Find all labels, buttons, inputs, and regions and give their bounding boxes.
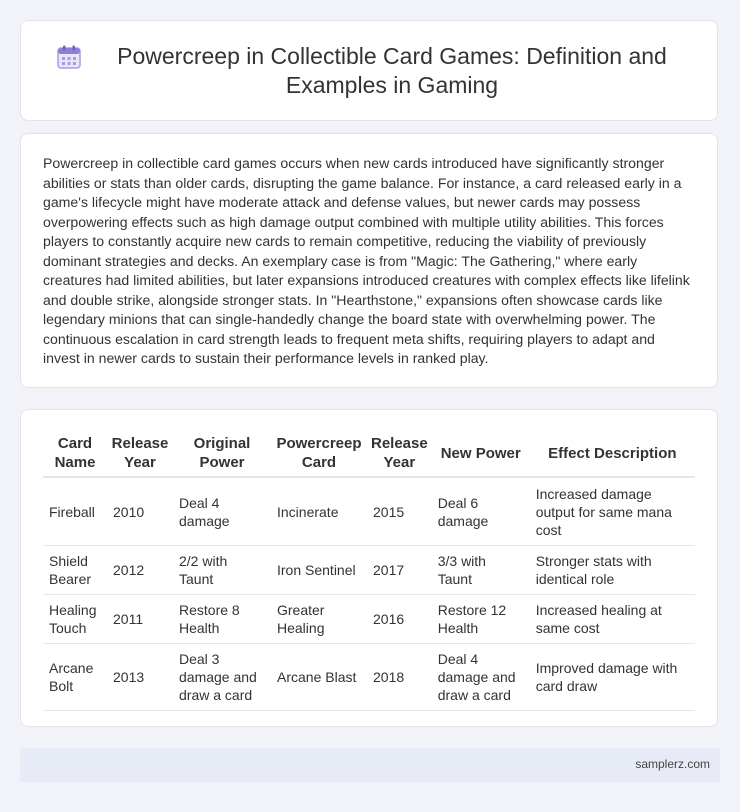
cell: 2018 <box>367 644 432 711</box>
cell: 2012 <box>107 546 173 595</box>
col-release-year-2: Release Year <box>367 430 432 478</box>
col-powercreep-card: Powercreep Card <box>271 430 367 478</box>
article-paragraph: Powercreep in collectible card games occurs when new cards introduced have significantly stronger abilities or stats than older cards, disrupting the game balance. For instance, a card released early in a game's lifecycle might have moderate attack and defense values, but newer cards may possess overpowering effects such as high damage output combined with multiple utility abilities. This forces players to constantly acquire new cards to remain competitive, reducing the viability of previously dominant strategies and decks. An exemplary case is from "Magic: The Gathering," where early creatures had limited abilities, but later expansions introduced creatures with complex effects like lifelink and double strike, alongside stronger stats. In "Hearthstone," expansions often showcase cards like legendary minions that can single-handedly change the board state with overwhelming power. The continuous escalation in card strength leads to frequent meta shifts, requiring players to adapt and invest in newer cards to sustain their performance levels in ranked play. <box>43 155 690 366</box>
cell: Deal 4 damage <box>173 478 271 546</box>
cell: 2015 <box>367 478 432 546</box>
cell: Increased healing at same cost <box>530 595 695 644</box>
cell: 2/2 with Taunt <box>173 546 271 595</box>
cell: 2010 <box>107 478 173 546</box>
table-row <box>43 546 695 595</box>
cell: 2017 <box>367 546 432 595</box>
title-wrap <box>56 42 682 100</box>
cell: 2016 <box>367 595 432 644</box>
calendar-icon <box>56 44 82 70</box>
table-row <box>43 478 695 546</box>
footer-site-link[interactable]: samplerz.com <box>635 757 710 771</box>
cell: Deal 6 damage <box>432 478 530 546</box>
col-card-name: Card Name <box>43 430 107 478</box>
cell: Arcane Blast <box>271 644 367 711</box>
footer <box>20 748 720 782</box>
col-release-year: Release Year <box>107 430 173 478</box>
cell: Iron Sentinel <box>271 546 367 595</box>
col-effect-description: Effect Description <box>530 430 695 478</box>
cell: Restore 12 Health <box>432 595 530 644</box>
article-card <box>20 133 718 388</box>
cell: 2013 <box>107 644 173 711</box>
table-header-row <box>43 430 695 478</box>
cell: 3/3 with Taunt <box>432 546 530 595</box>
cell: Stronger stats with identical role <box>530 546 695 595</box>
cell: Fireball <box>43 478 107 546</box>
table-row <box>43 595 695 644</box>
cell: Arcane Bolt <box>43 644 107 711</box>
cell: Restore 8 Health <box>173 595 271 644</box>
page-title: Powercreep in Collectible Card Games: Definition and Examples in Gaming <box>117 42 667 98</box>
cell: Incinerate <box>271 478 367 546</box>
cell: Improved damage with card draw <box>530 644 695 711</box>
cell: Shield Bearer <box>43 546 107 595</box>
powercreep-table <box>43 430 695 711</box>
col-new-power: New Power <box>432 430 530 478</box>
cell: Greater Healing <box>271 595 367 644</box>
title-card <box>20 20 718 121</box>
cell: Deal 4 damage and draw a card <box>432 644 530 711</box>
cell: 2011 <box>107 595 173 644</box>
cell: Increased damage output for same mana cost <box>530 478 695 546</box>
table-row <box>43 644 695 711</box>
cell: Deal 3 damage and draw a card <box>173 644 271 711</box>
table-card <box>20 409 718 727</box>
cell: Healing Touch <box>43 595 107 644</box>
col-original-power: Original Power <box>173 430 271 478</box>
